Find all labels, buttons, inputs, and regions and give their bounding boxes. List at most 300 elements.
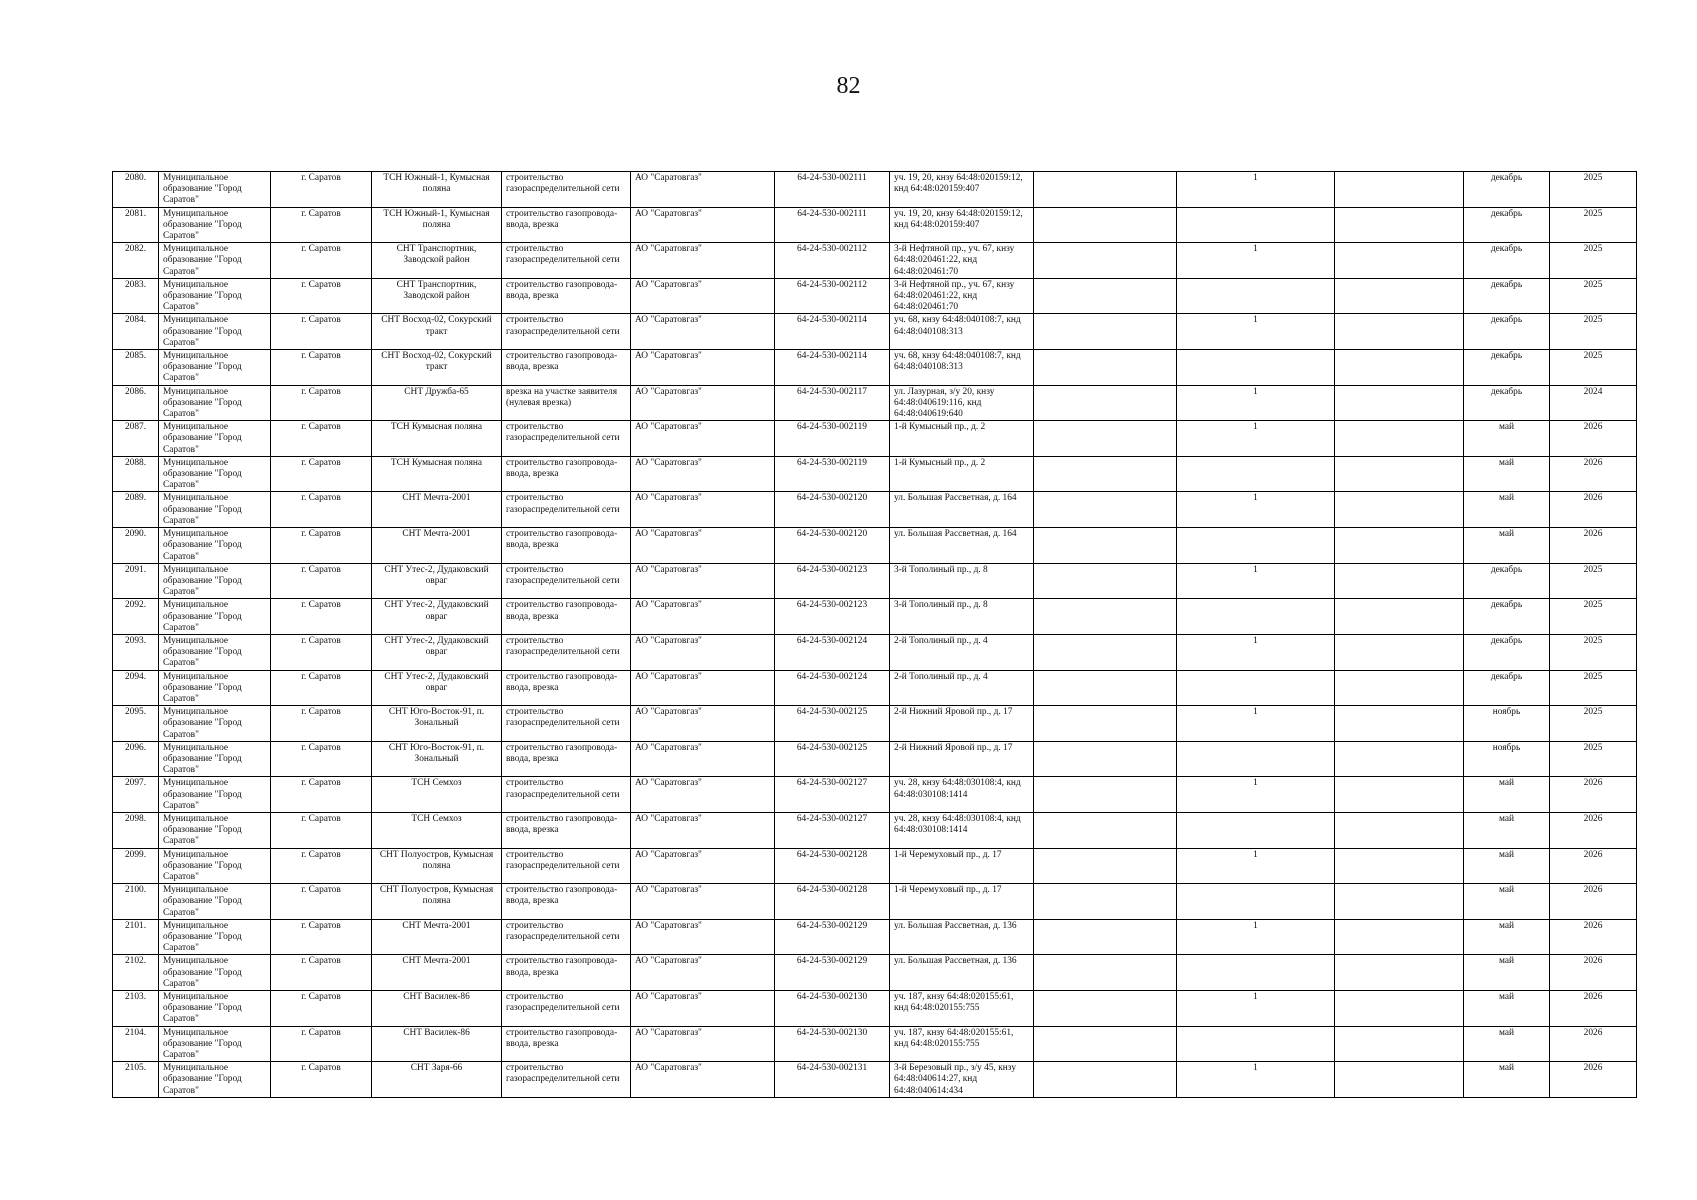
empty-cell (1034, 207, 1177, 243)
table-row (113, 812, 1637, 848)
code-cell: 64-24-530-002125 (775, 706, 890, 742)
page-number: 82 (836, 73, 861, 99)
empty-cell (1335, 207, 1464, 243)
municipality-cell: Муниципальное образование "Город Саратов" (159, 385, 271, 421)
code-cell: 64-24-530-002129 (775, 919, 890, 955)
quantity-cell: 1 (1177, 563, 1335, 599)
empty-cell (1335, 278, 1464, 314)
city-cell: г. Саратов (271, 848, 372, 884)
row-number-cell: 2090. (113, 528, 159, 564)
row-number-cell: 2102. (113, 955, 159, 991)
empty-cell (1034, 634, 1177, 670)
city-cell: г. Саратов (271, 421, 372, 457)
object-cell: СНТ Утес-2, Дудаковский овраг (372, 599, 502, 635)
year-cell: 2025 (1550, 314, 1637, 350)
empty-cell (1034, 278, 1177, 314)
quantity-cell (1177, 528, 1335, 564)
quantity-cell: 1 (1177, 777, 1335, 813)
address-cell: уч. 19, 20, кнзу 64:48:020159:12, кнд 64:48:020159:407 (890, 172, 1034, 208)
table-row (113, 634, 1637, 670)
empty-cell (1034, 848, 1177, 884)
quantity-cell (1177, 350, 1335, 386)
address-cell: ул. Большая Рассветная, д. 164 (890, 492, 1034, 528)
address-cell: уч. 68, кнзу 64:48:040108:7, кнд 64:48:040108:313 (890, 314, 1034, 350)
quantity-cell: 1 (1177, 492, 1335, 528)
municipality-cell: Муниципальное образование "Город Саратов" (159, 278, 271, 314)
row-number-cell: 2081. (113, 207, 159, 243)
address-cell: 2-й Нижний Яровой пр., д. 17 (890, 741, 1034, 777)
object-cell: СНТ Утес-2, Дудаковский овраг (372, 670, 502, 706)
work-type-cell: врезка на участке заявителя (нулевая врезка) (502, 385, 631, 421)
year-cell: 2026 (1550, 955, 1637, 991)
work-type-cell: строительство газораспределительной сети (502, 563, 631, 599)
month-cell: декабрь (1464, 243, 1550, 279)
year-cell: 2025 (1550, 741, 1637, 777)
table-row (113, 172, 1637, 208)
month-cell: май (1464, 777, 1550, 813)
row-number-cell: 2082. (113, 243, 159, 279)
table-row (113, 563, 1637, 599)
address-cell: 3-й Тополиный пр., д. 8 (890, 563, 1034, 599)
object-cell: ТСН Семхоз (372, 812, 502, 848)
quantity-cell (1177, 599, 1335, 635)
empty-cell (1034, 314, 1177, 350)
work-type-cell: строительство газораспределительной сети (502, 919, 631, 955)
empty-cell (1034, 492, 1177, 528)
object-cell: СНТ Утес-2, Дудаковский овраг (372, 634, 502, 670)
organization-cell: АО "Саратовгаз" (631, 599, 775, 635)
row-number-cell: 2091. (113, 563, 159, 599)
row-number-cell: 2098. (113, 812, 159, 848)
organization-cell: АО "Саратовгаз" (631, 1026, 775, 1062)
year-cell: 2025 (1550, 634, 1637, 670)
work-type-cell: строительство газораспределительной сети (502, 243, 631, 279)
object-cell: СНТ Заря-66 (372, 1062, 502, 1098)
work-type-cell: строительство газопровода-ввода, врезка (502, 278, 631, 314)
city-cell: г. Саратов (271, 492, 372, 528)
object-cell: СНТ Полуостров, Кумысная поляна (372, 884, 502, 920)
empty-cell (1335, 991, 1464, 1027)
organization-cell: АО "Саратовгаз" (631, 421, 775, 457)
year-cell: 2026 (1550, 848, 1637, 884)
table-row (113, 706, 1637, 742)
organization-cell: АО "Саратовгаз" (631, 670, 775, 706)
address-cell: 3-й Тополиный пр., д. 8 (890, 599, 1034, 635)
empty-cell (1335, 634, 1464, 670)
month-cell: май (1464, 848, 1550, 884)
code-cell: 64-24-530-002128 (775, 848, 890, 884)
empty-cell (1335, 599, 1464, 635)
empty-cell (1034, 350, 1177, 386)
year-cell: 2025 (1550, 563, 1637, 599)
object-cell: СНТ Восход-02, Сокурский тракт (372, 350, 502, 386)
municipality-cell: Муниципальное образование "Город Саратов" (159, 207, 271, 243)
municipality-cell: Муниципальное образование "Город Саратов" (159, 741, 271, 777)
code-cell: 64-24-530-002127 (775, 777, 890, 813)
code-cell: 64-24-530-002124 (775, 634, 890, 670)
object-cell: СНТ Утес-2, Дудаковский овраг (372, 563, 502, 599)
code-cell: 64-24-530-002119 (775, 456, 890, 492)
month-cell: май (1464, 421, 1550, 457)
year-cell: 2026 (1550, 492, 1637, 528)
object-cell: СНТ Мечта-2001 (372, 955, 502, 991)
quantity-cell (1177, 278, 1335, 314)
year-cell: 2026 (1550, 456, 1637, 492)
object-cell: СНТ Мечта-2001 (372, 528, 502, 564)
city-cell: г. Саратов (271, 172, 372, 208)
month-cell: ноябрь (1464, 741, 1550, 777)
municipality-cell: Муниципальное образование "Город Саратов" (159, 991, 271, 1027)
row-number-cell: 2094. (113, 670, 159, 706)
empty-cell (1034, 1062, 1177, 1098)
empty-cell (1335, 172, 1464, 208)
registry-table (112, 171, 1637, 1098)
row-number-cell: 2101. (113, 919, 159, 955)
month-cell: май (1464, 528, 1550, 564)
city-cell: г. Саратов (271, 991, 372, 1027)
year-cell: 2025 (1550, 172, 1637, 208)
municipality-cell: Муниципальное образование "Город Саратов" (159, 777, 271, 813)
work-type-cell: строительство газораспределительной сети (502, 777, 631, 813)
organization-cell: АО "Саратовгаз" (631, 563, 775, 599)
city-cell: г. Саратов (271, 741, 372, 777)
organization-cell: АО "Саратовгаз" (631, 812, 775, 848)
month-cell: май (1464, 884, 1550, 920)
table-row (113, 243, 1637, 279)
month-cell: декабрь (1464, 278, 1550, 314)
address-cell: ул. Большая Рассветная, д. 164 (890, 528, 1034, 564)
city-cell: г. Саратов (271, 528, 372, 564)
row-number-cell: 2105. (113, 1062, 159, 1098)
municipality-cell: Муниципальное образование "Город Саратов" (159, 456, 271, 492)
table-row (113, 777, 1637, 813)
empty-cell (1034, 456, 1177, 492)
address-cell: уч. 187, кнзу 64:48:020155:61, кнд 64:48:020155:755 (890, 1026, 1034, 1062)
table-row (113, 848, 1637, 884)
municipality-cell: Муниципальное образование "Город Саратов" (159, 634, 271, 670)
table-row (113, 1062, 1637, 1098)
year-cell: 2025 (1550, 350, 1637, 386)
code-cell: 64-24-530-002120 (775, 492, 890, 528)
empty-cell (1034, 385, 1177, 421)
code-cell: 64-24-530-002114 (775, 350, 890, 386)
table-row (113, 884, 1637, 920)
work-type-cell: строительство газораспределительной сети (502, 172, 631, 208)
table-row (113, 385, 1637, 421)
month-cell: декабрь (1464, 314, 1550, 350)
year-cell: 2026 (1550, 812, 1637, 848)
object-cell: СНТ Василек-86 (372, 1026, 502, 1062)
row-number-cell: 2092. (113, 599, 159, 635)
object-cell: СНТ Восход-02, Сокурский тракт (372, 314, 502, 350)
object-cell: СНТ Транспортник, Заводской район (372, 278, 502, 314)
year-cell: 2026 (1550, 991, 1637, 1027)
empty-cell (1034, 706, 1177, 742)
municipality-cell: Муниципальное образование "Город Саратов" (159, 421, 271, 457)
city-cell: г. Саратов (271, 884, 372, 920)
municipality-cell: Муниципальное образование "Город Саратов" (159, 599, 271, 635)
quantity-cell: 1 (1177, 634, 1335, 670)
registry-body (113, 172, 1637, 1098)
organization-cell: АО "Саратовгаз" (631, 492, 775, 528)
work-type-cell: строительство газопровода-ввода, врезка (502, 741, 631, 777)
empty-cell (1034, 421, 1177, 457)
address-cell: уч. 187, кнзу 64:48:020155:61, кнд 64:48:020155:755 (890, 991, 1034, 1027)
work-type-cell: строительство газораспределительной сети (502, 314, 631, 350)
address-cell: ул. Лазурная, з/у 20, кнзу 64:48:040619:116, кнд 64:48:040619:640 (890, 385, 1034, 421)
organization-cell: АО "Саратовгаз" (631, 634, 775, 670)
month-cell: декабрь (1464, 172, 1550, 208)
address-cell: 2-й Тополиный пр., д. 4 (890, 670, 1034, 706)
row-number-cell: 2104. (113, 1026, 159, 1062)
empty-cell (1335, 350, 1464, 386)
quantity-cell: 1 (1177, 848, 1335, 884)
code-cell: 64-24-530-002130 (775, 1026, 890, 1062)
address-cell: ул. Большая Рассветная, д. 136 (890, 955, 1034, 991)
organization-cell: АО "Саратовгаз" (631, 991, 775, 1027)
organization-cell: АО "Саратовгаз" (631, 172, 775, 208)
object-cell: СНТ Дружба-65 (372, 385, 502, 421)
municipality-cell: Муниципальное образование "Город Саратов" (159, 314, 271, 350)
year-cell: 2025 (1550, 599, 1637, 635)
quantity-cell: 1 (1177, 706, 1335, 742)
empty-cell (1335, 563, 1464, 599)
row-number-cell: 2100. (113, 884, 159, 920)
city-cell: г. Саратов (271, 1062, 372, 1098)
address-cell: 2-й Нижний Яровой пр., д. 17 (890, 706, 1034, 742)
address-cell: 1-й Кумысный пр., д. 2 (890, 421, 1034, 457)
empty-cell (1335, 456, 1464, 492)
object-cell: СНТ Юго-Восток-91, п. Зональный (372, 741, 502, 777)
table-row (113, 955, 1637, 991)
code-cell: 64-24-530-002111 (775, 172, 890, 208)
table-row (113, 1026, 1637, 1062)
municipality-cell: Муниципальное образование "Город Саратов" (159, 492, 271, 528)
object-cell: СНТ Мечта-2001 (372, 919, 502, 955)
empty-cell (1335, 670, 1464, 706)
month-cell: декабрь (1464, 385, 1550, 421)
year-cell: 2026 (1550, 528, 1637, 564)
code-cell: 64-24-530-002120 (775, 528, 890, 564)
work-type-cell: строительство газопровода-ввода, врезка (502, 207, 631, 243)
quantity-cell (1177, 456, 1335, 492)
empty-cell (1034, 670, 1177, 706)
code-cell: 64-24-530-002117 (775, 385, 890, 421)
empty-cell (1034, 812, 1177, 848)
quantity-cell: 1 (1177, 421, 1335, 457)
code-cell: 64-24-530-002114 (775, 314, 890, 350)
year-cell: 2026 (1550, 1026, 1637, 1062)
address-cell: уч. 19, 20, кнзу 64:48:020159:12, кнд 64:48:020159:407 (890, 207, 1034, 243)
row-number-cell: 2085. (113, 350, 159, 386)
table-row (113, 741, 1637, 777)
empty-cell (1034, 243, 1177, 279)
empty-cell (1335, 243, 1464, 279)
object-cell: СНТ Полуостров, Кумысная поляна (372, 848, 502, 884)
month-cell: декабрь (1464, 563, 1550, 599)
empty-cell (1034, 884, 1177, 920)
quantity-cell (1177, 741, 1335, 777)
empty-cell (1034, 777, 1177, 813)
work-type-cell: строительство газораспределительной сети (502, 421, 631, 457)
work-type-cell: строительство газораспределительной сети (502, 492, 631, 528)
row-number-cell: 2086. (113, 385, 159, 421)
month-cell: май (1464, 1026, 1550, 1062)
city-cell: г. Саратов (271, 456, 372, 492)
quantity-cell: 1 (1177, 385, 1335, 421)
table-row (113, 456, 1637, 492)
empty-cell (1335, 812, 1464, 848)
address-cell: 1-й Черемуховый пр., д. 17 (890, 848, 1034, 884)
code-cell: 64-24-530-002128 (775, 884, 890, 920)
month-cell: май (1464, 456, 1550, 492)
municipality-cell: Муниципальное образование "Город Саратов" (159, 848, 271, 884)
organization-cell: АО "Саратовгаз" (631, 350, 775, 386)
organization-cell: АО "Саратовгаз" (631, 777, 775, 813)
code-cell: 64-24-530-002124 (775, 670, 890, 706)
row-number-cell: 2089. (113, 492, 159, 528)
empty-cell (1335, 919, 1464, 955)
organization-cell: АО "Саратовгаз" (631, 528, 775, 564)
organization-cell: АО "Саратовгаз" (631, 919, 775, 955)
work-type-cell: строительство газопровода-ввода, врезка (502, 528, 631, 564)
city-cell: г. Саратов (271, 1026, 372, 1062)
row-number-cell: 2084. (113, 314, 159, 350)
month-cell: декабрь (1464, 634, 1550, 670)
month-cell: май (1464, 955, 1550, 991)
city-cell: г. Саратов (271, 634, 372, 670)
month-cell: май (1464, 919, 1550, 955)
work-type-cell: строительство газораспределительной сети (502, 634, 631, 670)
quantity-cell: 1 (1177, 1062, 1335, 1098)
city-cell: г. Саратов (271, 207, 372, 243)
month-cell: декабрь (1464, 350, 1550, 386)
month-cell: май (1464, 991, 1550, 1027)
row-number-cell: 2087. (113, 421, 159, 457)
empty-cell (1335, 955, 1464, 991)
row-number-cell: 2083. (113, 278, 159, 314)
work-type-cell: строительство газопровода-ввода, врезка (502, 884, 631, 920)
empty-cell (1335, 492, 1464, 528)
year-cell: 2025 (1550, 670, 1637, 706)
year-cell: 2026 (1550, 919, 1637, 955)
year-cell: 2024 (1550, 385, 1637, 421)
organization-cell: АО "Саратовгаз" (631, 706, 775, 742)
address-cell: 1-й Черемуховый пр., д. 17 (890, 884, 1034, 920)
quantity-cell (1177, 955, 1335, 991)
organization-cell: АО "Саратовгаз" (631, 314, 775, 350)
month-cell: ноябрь (1464, 706, 1550, 742)
address-cell: 3-й Нефтяной пр., уч. 67, кнзу 64:48:020461:22, кнд 64:48:020461:70 (890, 243, 1034, 279)
organization-cell: АО "Саратовгаз" (631, 884, 775, 920)
work-type-cell: строительство газораспределительной сети (502, 706, 631, 742)
quantity-cell (1177, 670, 1335, 706)
city-cell: г. Саратов (271, 706, 372, 742)
row-number-cell: 2096. (113, 741, 159, 777)
code-cell: 64-24-530-002111 (775, 207, 890, 243)
code-cell: 64-24-530-002123 (775, 599, 890, 635)
organization-cell: АО "Саратовгаз" (631, 207, 775, 243)
empty-cell (1034, 991, 1177, 1027)
code-cell: 64-24-530-002125 (775, 741, 890, 777)
table-row (113, 421, 1637, 457)
city-cell: г. Саратов (271, 955, 372, 991)
table-row (113, 528, 1637, 564)
empty-cell (1335, 777, 1464, 813)
address-cell: 3-й Березовый пр., з/у 45, кнзу 64:48:040614:27, кнд 64:48:040614:434 (890, 1062, 1034, 1098)
code-cell: 64-24-530-002129 (775, 955, 890, 991)
work-type-cell: строительство газопровода-ввода, врезка (502, 955, 631, 991)
address-cell: уч. 28, кнзу 64:48:030108:4, кнд 64:48:030108:1414 (890, 777, 1034, 813)
object-cell: СНТ Мечта-2001 (372, 492, 502, 528)
organization-cell: АО "Саратовгаз" (631, 385, 775, 421)
address-cell: 3-й Нефтяной пр., уч. 67, кнзу 64:48:020461:22, кнд 64:48:020461:70 (890, 278, 1034, 314)
organization-cell: АО "Саратовгаз" (631, 1062, 775, 1098)
row-number-cell: 2097. (113, 777, 159, 813)
code-cell: 64-24-530-002130 (775, 991, 890, 1027)
month-cell: декабрь (1464, 207, 1550, 243)
quantity-cell (1177, 812, 1335, 848)
quantity-cell: 1 (1177, 314, 1335, 350)
month-cell: май (1464, 812, 1550, 848)
object-cell: СНТ Василек-86 (372, 991, 502, 1027)
city-cell: г. Саратов (271, 670, 372, 706)
table-row (113, 599, 1637, 635)
month-cell: декабрь (1464, 670, 1550, 706)
row-number-cell: 2095. (113, 706, 159, 742)
municipality-cell: Муниципальное образование "Город Саратов" (159, 528, 271, 564)
address-cell: 1-й Кумысный пр., д. 2 (890, 456, 1034, 492)
work-type-cell: строительство газораспределительной сети (502, 1062, 631, 1098)
address-cell: 2-й Тополиный пр., д. 4 (890, 634, 1034, 670)
municipality-cell: Муниципальное образование "Город Саратов" (159, 243, 271, 279)
city-cell: г. Саратов (271, 563, 372, 599)
empty-cell (1034, 172, 1177, 208)
work-type-cell: строительство газопровода-ввода, врезка (502, 812, 631, 848)
quantity-cell: 1 (1177, 991, 1335, 1027)
municipality-cell: Муниципальное образование "Город Саратов" (159, 670, 271, 706)
month-cell: декабрь (1464, 599, 1550, 635)
code-cell: 64-24-530-002131 (775, 1062, 890, 1098)
municipality-cell: Муниципальное образование "Город Саратов" (159, 172, 271, 208)
row-number-cell: 2093. (113, 634, 159, 670)
work-type-cell: строительство газопровода-ввода, врезка (502, 1026, 631, 1062)
municipality-cell: Муниципальное образование "Город Саратов" (159, 884, 271, 920)
city-cell: г. Саратов (271, 314, 372, 350)
empty-cell (1335, 385, 1464, 421)
empty-cell (1335, 1062, 1464, 1098)
quantity-cell: 1 (1177, 243, 1335, 279)
row-number-cell: 2080. (113, 172, 159, 208)
municipality-cell: Муниципальное образование "Город Саратов" (159, 1026, 271, 1062)
city-cell: г. Саратов (271, 350, 372, 386)
municipality-cell: Муниципальное образование "Город Саратов" (159, 919, 271, 955)
empty-cell (1335, 421, 1464, 457)
code-cell: 64-24-530-002119 (775, 421, 890, 457)
object-cell: ТСН Семхоз (372, 777, 502, 813)
year-cell: 2026 (1550, 421, 1637, 457)
code-cell: 64-24-530-002123 (775, 563, 890, 599)
organization-cell: АО "Саратовгаз" (631, 848, 775, 884)
year-cell: 2025 (1550, 243, 1637, 279)
object-cell: ТСН Южный-1, Кумысная поляна (372, 172, 502, 208)
object-cell: СНТ Транспортник, Заводской район (372, 243, 502, 279)
quantity-cell (1177, 884, 1335, 920)
organization-cell: АО "Саратовгаз" (631, 456, 775, 492)
table-row (113, 991, 1637, 1027)
quantity-cell (1177, 1026, 1335, 1062)
municipality-cell: Муниципальное образование "Город Саратов" (159, 1062, 271, 1098)
